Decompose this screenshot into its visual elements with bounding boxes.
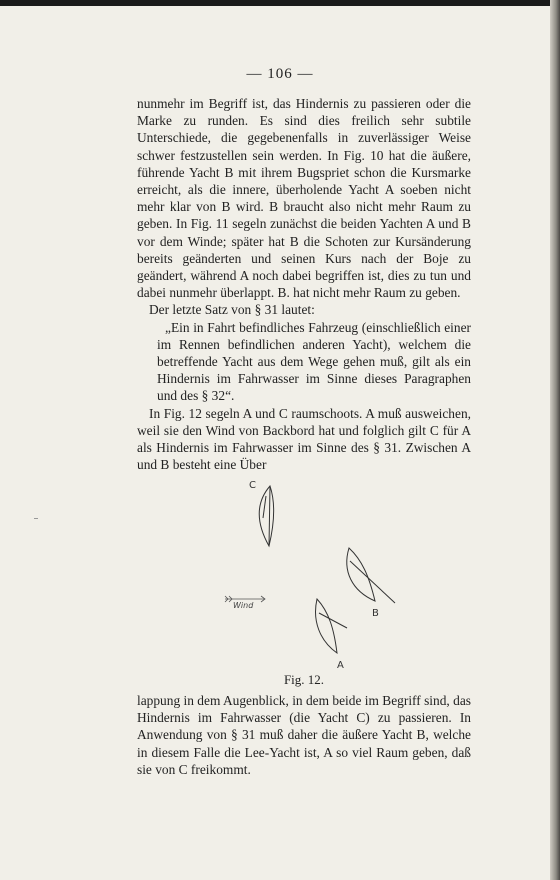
yacht-c [259,486,273,546]
figure-12 [137,476,471,687]
label-c: C [249,480,256,491]
paper-speck [34,518,38,519]
yacht-a [316,599,347,653]
label-a: A [337,660,344,671]
wind-label: Wind [233,601,254,610]
quoted-rule: „Ein in Fahrt befindliches Fahrzeug (einschließlich einer im Rennen befindlichen anderen Yacht), welchem die betreffende Yacht aus dem Wege gehen muß, gilt als ein Hindernis im Fahrwasser im Sinne dieses Paragraphen und des § 32“. [157,319,471,404]
yacht-diagram [137,476,471,676]
paragraph: nunmehr im Begriff ist, das Hindernis zu passieren oder die Marke zu runden. Es sind dies freilich sehr subtile Unterschiede, die gegebenenfalls in zuverlässiger Weise schwer festzustellen sein werden. In Fig. 10 hat die äußere, führende Yacht B mit ihrem Bugspriet schon die Kursmarke erreicht, als die innere, überholende Yacht A soeben nicht mehr klar von B wird. B braucht also nicht mehr Raum zu geben. In Fig. 11 segeln zunächst die beiden Yachten A und B vor dem Winde; später hat B die Schoten zur Kursänderung bereits geänderten und seinen Kurs nach der Boje zu geändert, während A noch dabei begriffen ist, dies zu tun und dabei nunmehr überlappt. B. hat nicht mehr Raum zu geben. [137,96,471,301]
paragraph: Der letzte Satz von § 31 lautet: [149,302,315,318]
paragraph: In Fig. 12 segeln A und C raumschoots. A muß ausweichen, weil sie den Wind von Backbord hat und folglich gilt C für A als Hindernis im Fahrwasser im Sinne des § 31. Zwischen A und B besteht eine Über [137,405,471,473]
page-number: — 106 — [246,66,314,82]
paragraph: lappung in dem Augenblick, in dem beide im Begriff sind, das Hindernis im Fahrwasser (die Yacht C) zu passieren. In Anwendung von § 31 muß daher die äußere Yacht B, welche in diesem Falle die Lee-Yacht ist, A so viel Raum geben, daß sie von C freikommt. [137,693,471,777]
page-binding-shadow [550,0,560,880]
page-top-edge [0,0,560,6]
yacht-b [347,548,395,603]
label-b: B [372,608,379,619]
body-text-top [137,95,471,473]
body-text-bottom [137,692,471,778]
figure-caption: Fig. 12. [283,672,325,687]
